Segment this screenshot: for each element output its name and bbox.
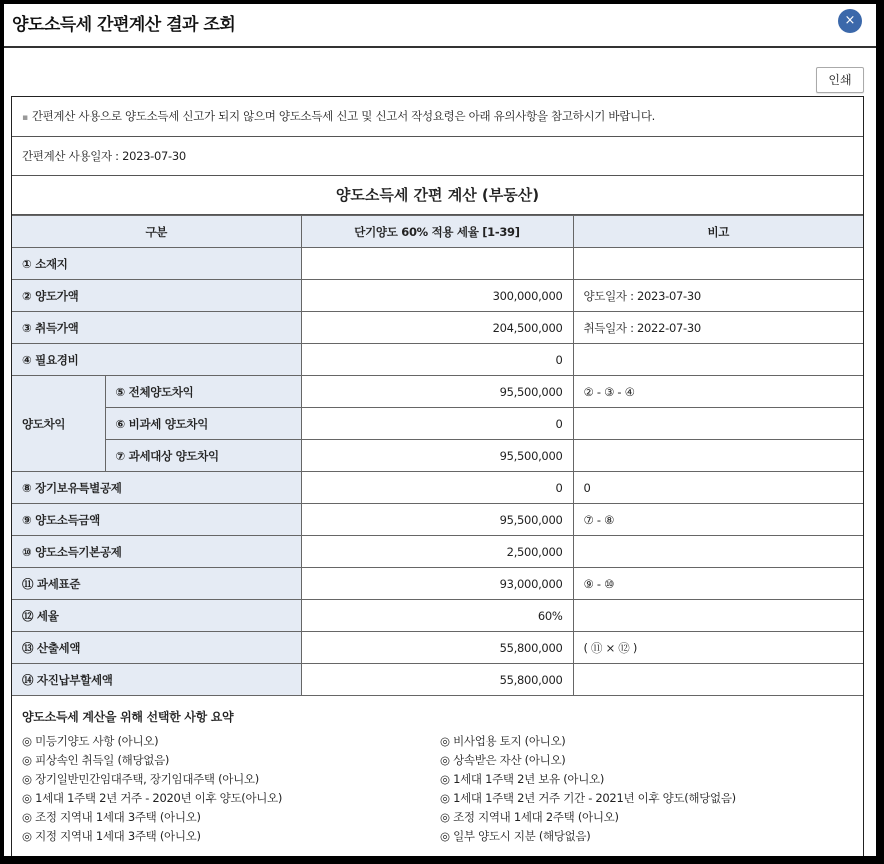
row-value: 60% [301,600,573,632]
row-value: 95,500,000 [301,376,573,408]
row-label: ⑧ 장기보유특별공제 [12,472,301,504]
row-label: ⑨ 양도소득금액 [12,504,301,536]
modal-title: 양도소득세 간편계산 결과 조회 [12,15,236,35]
bullet-icon: ▪ [22,113,28,123]
row-note: 취득일자 : 2022-07-30 [573,312,863,344]
table-row [12,440,863,472]
table-row [12,472,863,504]
row-note: ( ⑪ × ⑫ ) [573,632,863,664]
row-label: ⑦ 과세대상 양도차익 [105,440,301,472]
summary-item: ◎ 피상속인 취득일 (해당없음) [22,753,170,767]
result-modal [4,4,876,856]
summary-item: ◎ 1세대 1주택 2년 보유 (아니오) [440,772,605,786]
close-icon: × [844,13,856,28]
print-button[interactable]: 인쇄 [816,67,864,93]
table-row [12,504,863,536]
calc-table-title: 양도소득세 간편 계산 (부동산) [12,176,863,215]
calc-table [12,215,863,696]
row-value: 95,500,000 [301,440,573,472]
row-note [573,536,863,568]
row-note: 0 [573,472,863,504]
row-value: 55,800,000 [301,632,573,664]
row-value: 2,500,000 [301,536,573,568]
row-value: 0 [301,408,573,440]
notice-box [12,97,863,137]
summary-item: ◎ 조정 지역내 1세대 2주택 (아니오) [440,810,619,824]
row-label: ④ 필요경비 [12,344,301,376]
group-label: 양도차익 [12,376,105,472]
result-content [11,96,864,856]
header-rate: 단기양도 60% 적용 세율 [1-39] [301,216,573,248]
row-value: 93,000,000 [301,568,573,600]
row-value [301,248,573,280]
row-note [573,344,863,376]
row-label: ⑪ 과세표준 [12,568,301,600]
summary-item: ◎ 조정 지역내 1세대 3주택 (아니오) [22,810,201,824]
table-row [12,568,863,600]
row-value: 55,800,000 [301,664,573,696]
table-row [12,536,863,568]
row-label: ⑬ 산출세액 [12,632,301,664]
row-label: ② 양도가액 [12,280,301,312]
row-label: ③ 취득가액 [12,312,301,344]
usage-date: 간편계산 사용일자 : 2023-07-30 [12,137,863,176]
row-value: 300,000,000 [301,280,573,312]
summary-title: 양도소득세 계산을 위해 선택한 사항 요약 [22,710,234,724]
row-label: ⑫ 세율 [12,600,301,632]
row-label: ① 소재지 [12,248,301,280]
row-value: 204,500,000 [301,312,573,344]
table-header-row [12,216,863,248]
table-row [12,632,863,664]
row-note: ⑦ - ⑧ [573,504,863,536]
table-row [12,376,863,408]
row-value: 95,500,000 [301,504,573,536]
row-value: 0 [301,344,573,376]
close-button[interactable] [838,9,862,33]
table-row [12,344,863,376]
header-note: 비고 [573,216,863,248]
row-note [573,408,863,440]
row-note: 양도일자 : 2023-07-30 [573,280,863,312]
row-label: ⑩ 양도소득기본공제 [12,536,301,568]
notice-text: 간편계산 사용으로 양도소득세 신고가 되지 않으며 양도소득세 신고 및 신고서 작성요령은 아래 유의사항을 참고하시기 바랍니다. [31,109,656,123]
row-label: ⑭ 자진납부할세액 [12,664,301,696]
summary-item: ◎ 1세대 1주택 2년 거주 - 2020년 이후 양도(아니오) [22,791,283,805]
summary-item: ◎ 미등기양도 사항 (아니오) [22,734,159,748]
row-note: ② - ③ - ④ [573,376,863,408]
table-row [12,248,863,280]
row-note [573,664,863,696]
row-label: ⑥ 비과세 양도차익 [105,408,301,440]
summary-list [12,733,863,853]
row-note [573,248,863,280]
header-category: 구분 [12,216,301,248]
row-label: ⑤ 전체양도차익 [105,376,301,408]
summary-item: ◎ 상속받은 자산 (아니오) [440,753,566,767]
summary-item: ◎ 지정 지역내 1세대 3주택 (아니오) [22,829,201,843]
summary-item: ◎ 1세대 1주택 2년 거주 기간 - 2021년 이후 양도(해당없음) [440,791,736,805]
row-note [573,600,863,632]
table-row [12,664,863,696]
table-row [12,408,863,440]
row-note [573,440,863,472]
modal-header [4,4,876,48]
summary-item: ◎ 장기일반민간임대주택, 장기임대주택 (아니오) [22,772,259,786]
row-note: ⑨ - ⑩ [573,568,863,600]
summary-item: ◎ 일부 양도시 지분 (해당없음) [440,829,591,843]
table-row [12,312,863,344]
table-row [12,600,863,632]
summary-item: ◎ 비사업용 토지 (아니오) [440,734,566,748]
row-value: 0 [301,472,573,504]
table-row [12,280,863,312]
